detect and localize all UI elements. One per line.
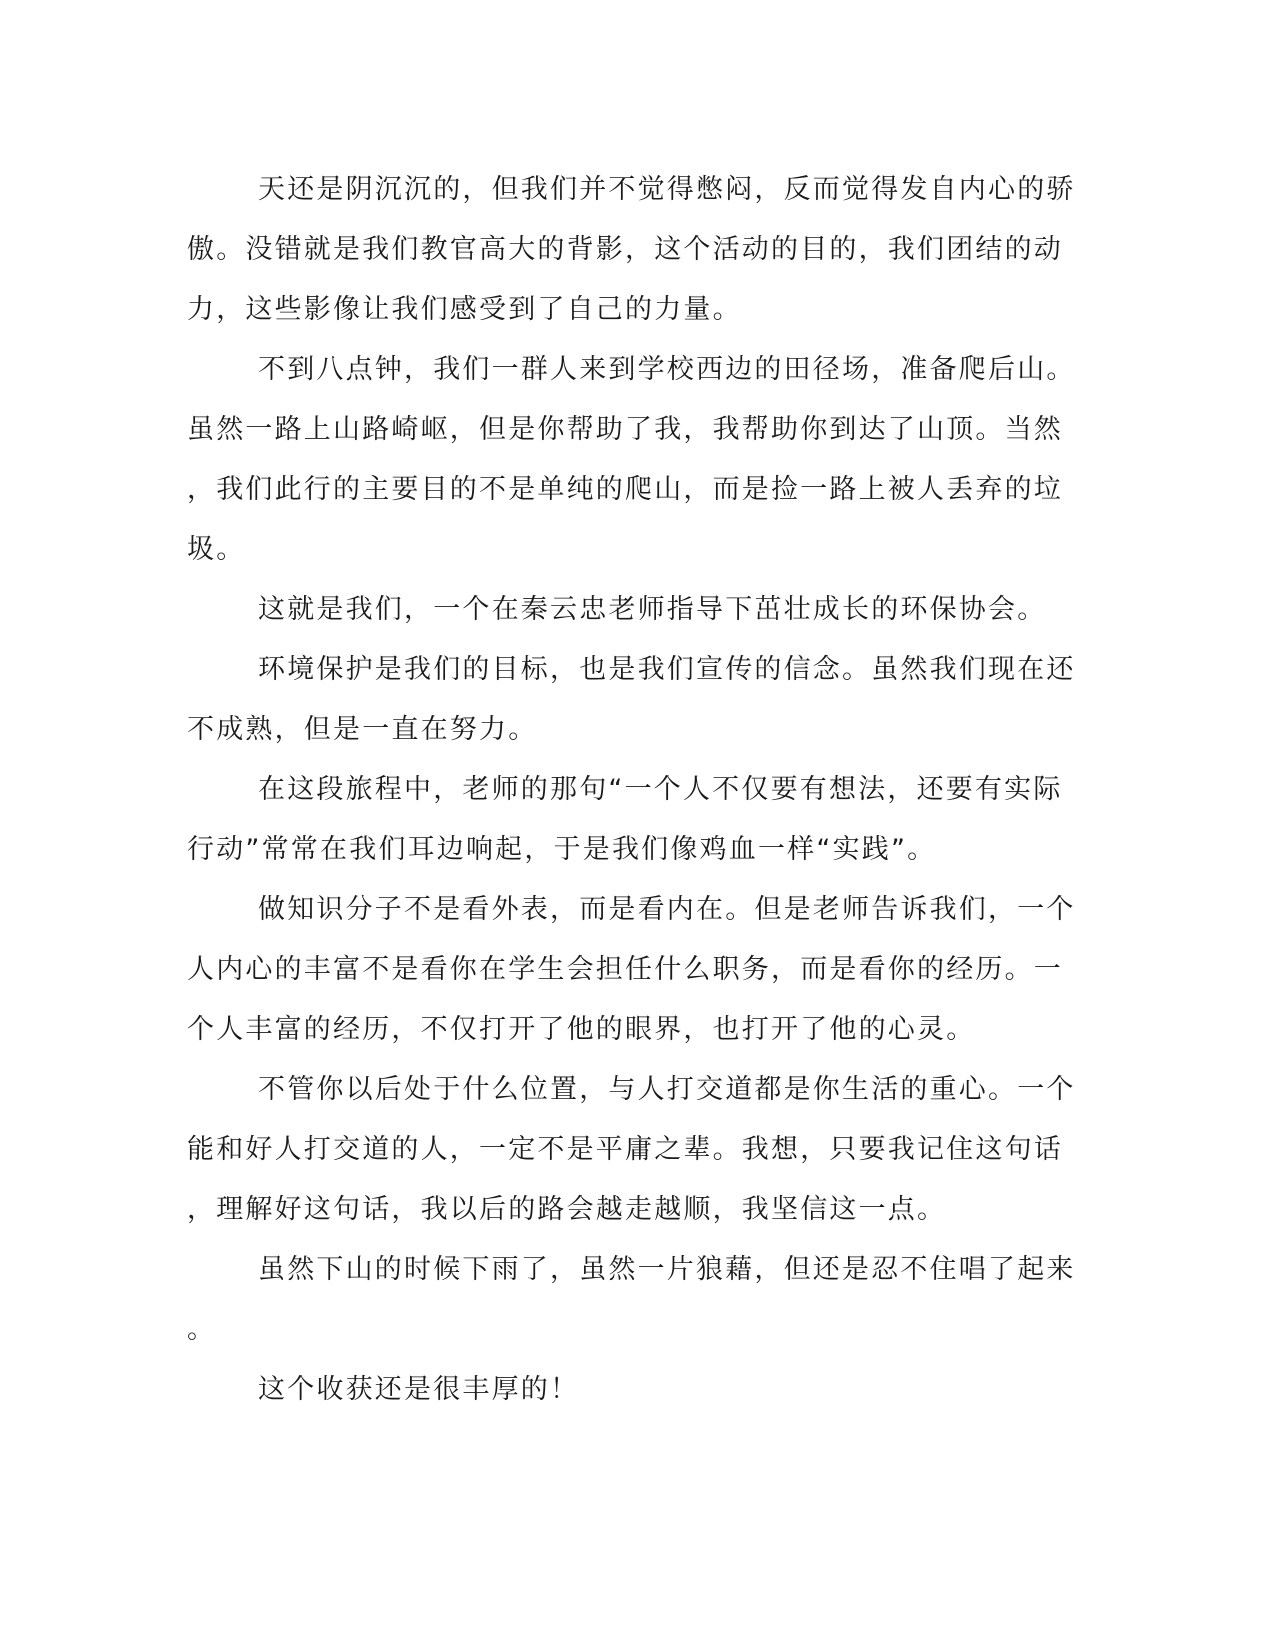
paragraph-line: 能和好人打交道的人，一定不是平庸之辈。我想，只要我记住这句话 (187, 1134, 1063, 1165)
paragraph-line: 环境保护是我们的目标，也是我们宣传的信念。虽然我们现在还 (258, 654, 1076, 685)
paragraph-line: 不成熟，但是一直在努力。 (187, 714, 538, 745)
paragraph-line: 虽然一路上山路崎岖，但是你帮助了我，我帮助你到达了山顶。当然 (187, 414, 1063, 445)
paragraph-7 (187, 1060, 1076, 1240)
paragraph-2 (187, 340, 1076, 580)
paragraph-line: 在这段旅程中，老师的那句“一个人不仅要有想法，还要有实际 (258, 774, 1063, 805)
paragraph-line: 力，这些影像让我们感受到了自己的力量。 (187, 294, 742, 325)
paragraph-line: ，我们此行的主要目的不是单纯的爬山，而是捡一路上被人丢弃的垃 (187, 474, 1063, 505)
paragraph-line: 虽然下山的时候下雨了，虽然一片狼藉，但还是忍不住唱了起来 (258, 1254, 1076, 1285)
paragraph-line: 个人丰富的经历，不仅打开了他的眼界，也打开了他的心灵。 (187, 1014, 976, 1045)
paragraph-line: 行动”常常在我们耳边响起，于是我们像鸡血一样“实践”。 (187, 834, 937, 865)
document-body (187, 160, 1076, 1420)
paragraph-line: 不到八点钟，我们一群人来到学校西边的田径场，准备爬后山。 (258, 354, 1076, 385)
paragraph-line: 这就是我们，一个在秦云忠老师指导下茁壮成长的环保协会。 (258, 594, 1047, 625)
paragraph-9 (187, 1360, 1072, 1420)
paragraph-line: 圾。 (187, 534, 246, 565)
paragraph-line: 做知识分子不是看外表，而是看内在。但是老师告诉我们，一个 (258, 894, 1076, 925)
paragraph-8 (187, 1240, 1076, 1360)
paragraph-3 (187, 580, 1072, 640)
paragraph-line: ，理解好这句话，我以后的路会越走越顺，我坚信这一点。 (187, 1194, 947, 1225)
paragraph-line: 人内心的丰富不是看你在学生会担任什么职务，而是看你的经历。一 (187, 954, 1063, 985)
paragraph-line: 。 (187, 1314, 217, 1345)
paragraph-6 (187, 880, 1076, 1060)
paragraph-line: 不管你以后处于什么位置，与人打交道都是你生活的重心。一个 (258, 1074, 1076, 1105)
paragraph-line: 天还是阴沉沉的，但我们并不觉得憋闷，反而觉得发自内心的骄 (258, 174, 1076, 205)
paragraph-line: 傲。没错就是我们教官高大的背影，这个活动的目的，我们团结的动 (187, 234, 1063, 265)
paragraph-1 (187, 160, 1076, 340)
paragraph-5 (187, 760, 1072, 880)
paragraph-line: 这个收获还是很丰厚的！ (258, 1374, 580, 1405)
paragraph-4 (187, 640, 1076, 760)
